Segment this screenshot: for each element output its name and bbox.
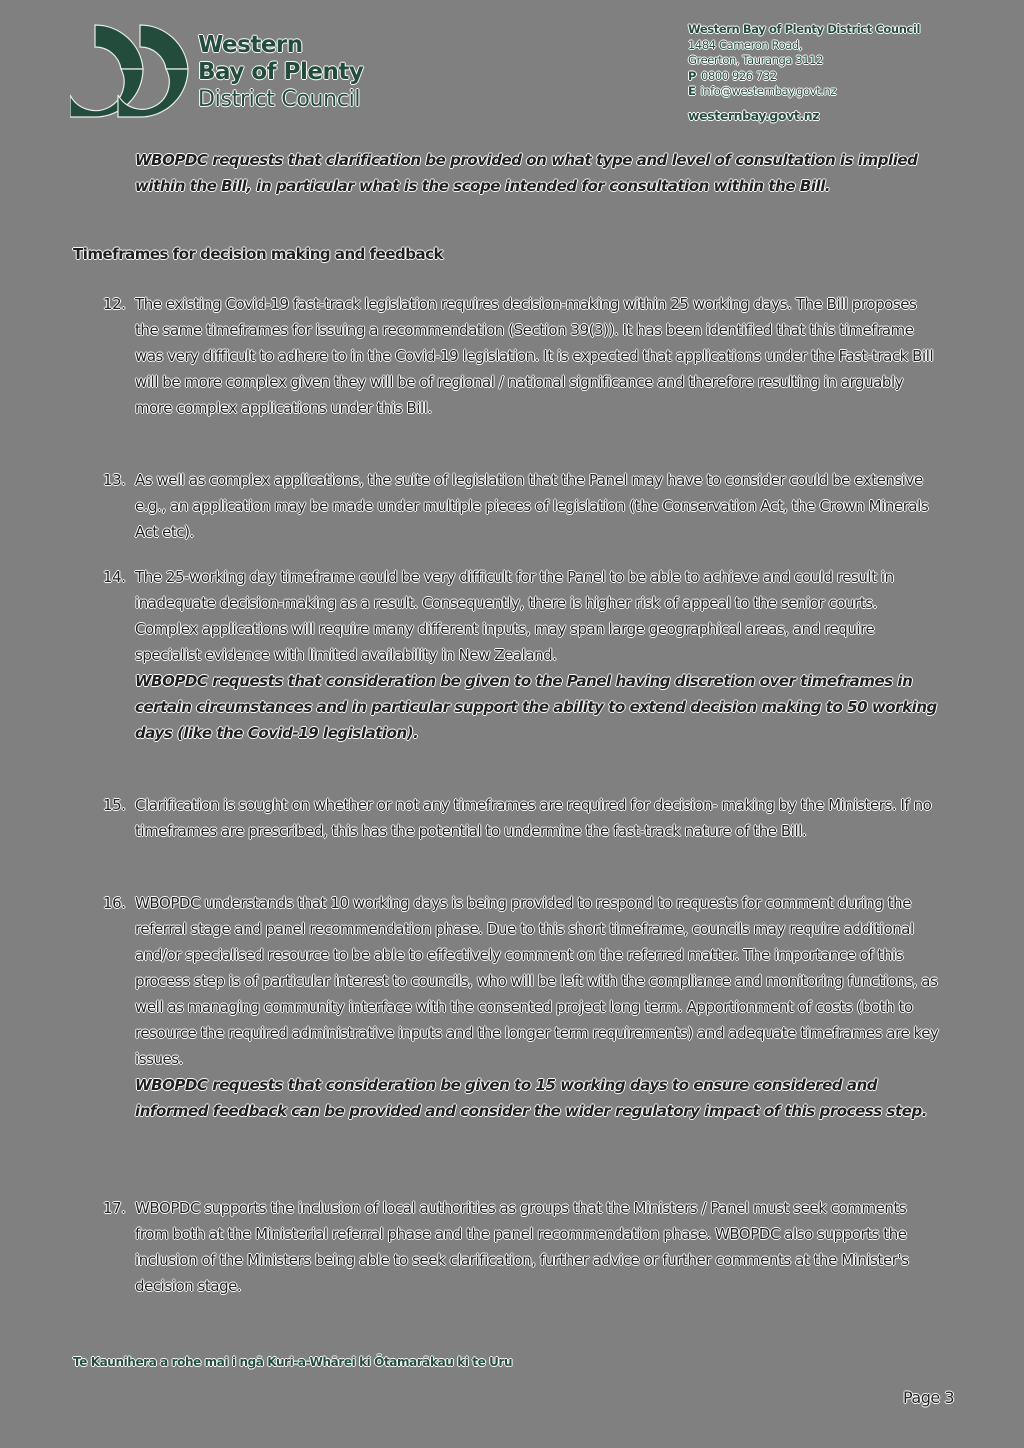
numbered-item — [103, 467, 943, 545]
intro-request-paragraph: WBOPDC requests that clarification be provided on what type and level of consultation is implied within the Bill, in particular what is the scope intended for consultation within the Bill. — [135, 151, 918, 195]
contact-city: Greerton, Tauranga 3112 — [688, 53, 823, 67]
item-request: WBOPDC requests that consideration be given to the Panel having discretion over timeframes in certain circumstances and in particular support the ability to extend decision making to 50 working days (like the Covid-19 legislation). — [135, 672, 937, 742]
contact-street: 1484 Cameron Road, — [688, 37, 803, 52]
council-logo — [70, 22, 390, 118]
contact-email[interactable]: info@westernbay.govt.nz — [700, 84, 837, 98]
logo-line-district-council: District Council — [198, 87, 361, 112]
item-text: WBOPDC supports the inclusion of local authorities as groups that the Ministers / Panel must seek comments from both at the Ministerial referral phase and the panel recommendation phase. WBOPDC also supports the inclusion of the Ministers being able to seek clarification, further advice or further comments at the Minister's decision stage. — [135, 1199, 909, 1295]
item-text: The existing Covid-19 fast-track legislation requires decision-making within 25 working days. The Bill proposes the same timeframes for issuing a recommendation (Section 39(3)). It has been identified that this timeframe was very difficult to adhere to in the Covid-19 legislation. It is expected that applications under the Fast-track Bill will be more complex given they will be of regional / national significance and therefore resulting in arguably more complex applications under this Bill. — [135, 295, 934, 417]
numbered-item — [103, 291, 943, 421]
footer-maori-name: Te Kaunihera a rohe mai i ngā Kuri-a-Whārei ki Ōtamarākau ki te Uru — [73, 1355, 513, 1369]
item-text: As well as complex applications, the suite of legislation that the Panel may have to consider could be extensive e.g., an application may be made under multiple pieces of legislation (the Conservation Act, the Crown Minerals Act etc). — [135, 471, 929, 541]
item-request: WBOPDC requests that consideration be given to 15 working days to ensure considered and informed feedback can be provided and consider the wider regulatory impact of this process step. — [135, 1076, 927, 1120]
council-logo-wordmark — [198, 32, 363, 113]
numbered-item — [103, 792, 943, 844]
phone-label: P — [688, 68, 697, 83]
item-text: The 25-working day timeframe could be very difficult for the Panel to be able to achieve and could result in inadequate decision-making as a result. Consequently, there is higher risk of appeal to the senior courts. Complex applications will require many different inputs, may span large geographical areas, and require specialist evidence with limited availability in New Zealand. — [135, 568, 894, 664]
item-number: 13. — [103, 471, 126, 489]
item-number: 14. — [103, 568, 126, 586]
email-label: E — [688, 84, 696, 98]
item-text: Clarification is sought on whether or not any timeframes are required for decision- making by the Ministers. If no timeframes are prescribed, this has the potential to undermine the fast-track nature of the Bill. — [135, 796, 932, 840]
numbered-item — [103, 890, 943, 1124]
council-contact-block — [688, 22, 920, 123]
item-number: 17. — [103, 1199, 126, 1217]
section-heading: Timeframes for decision making and feedback — [73, 245, 443, 263]
contact-phone-row — [688, 69, 920, 85]
contact-phone: 0800 926 732 — [701, 68, 777, 83]
page-number: Page 3 — [903, 1388, 954, 1407]
contact-org-name: Western Bay of Plenty District Council — [688, 22, 920, 36]
item-text: WBOPDC understands that 10 working days is being provided to respond to requests for comment during the referral stage and panel recommendation phase. Due to this short timeframe, councils may require additional and/or specialised resource to be able to effectively comment on the referred matter. The importance of this process step is of particular interest to councils, who will be left with the compliance and monitoring functions, as well as managing community interface with the consented project long term. Apportionment of costs (both to resource the required administrative inputs and the longer term requirements) and adequate timeframes are key issues. — [135, 894, 939, 1068]
item-number: 12. — [103, 295, 126, 313]
item-number: 16. — [103, 894, 126, 912]
logo-line-western: Western — [198, 32, 303, 58]
logo-line-bay-of-plenty: Bay of Plenty — [198, 59, 364, 85]
numbered-item — [103, 1195, 943, 1299]
numbered-item — [103, 564, 943, 746]
contact-email-row — [688, 84, 920, 100]
item-number: 15. — [103, 796, 126, 814]
contact-website[interactable]: westernbay.govt.nz — [688, 107, 820, 123]
council-logo-mark-icon — [70, 22, 190, 118]
